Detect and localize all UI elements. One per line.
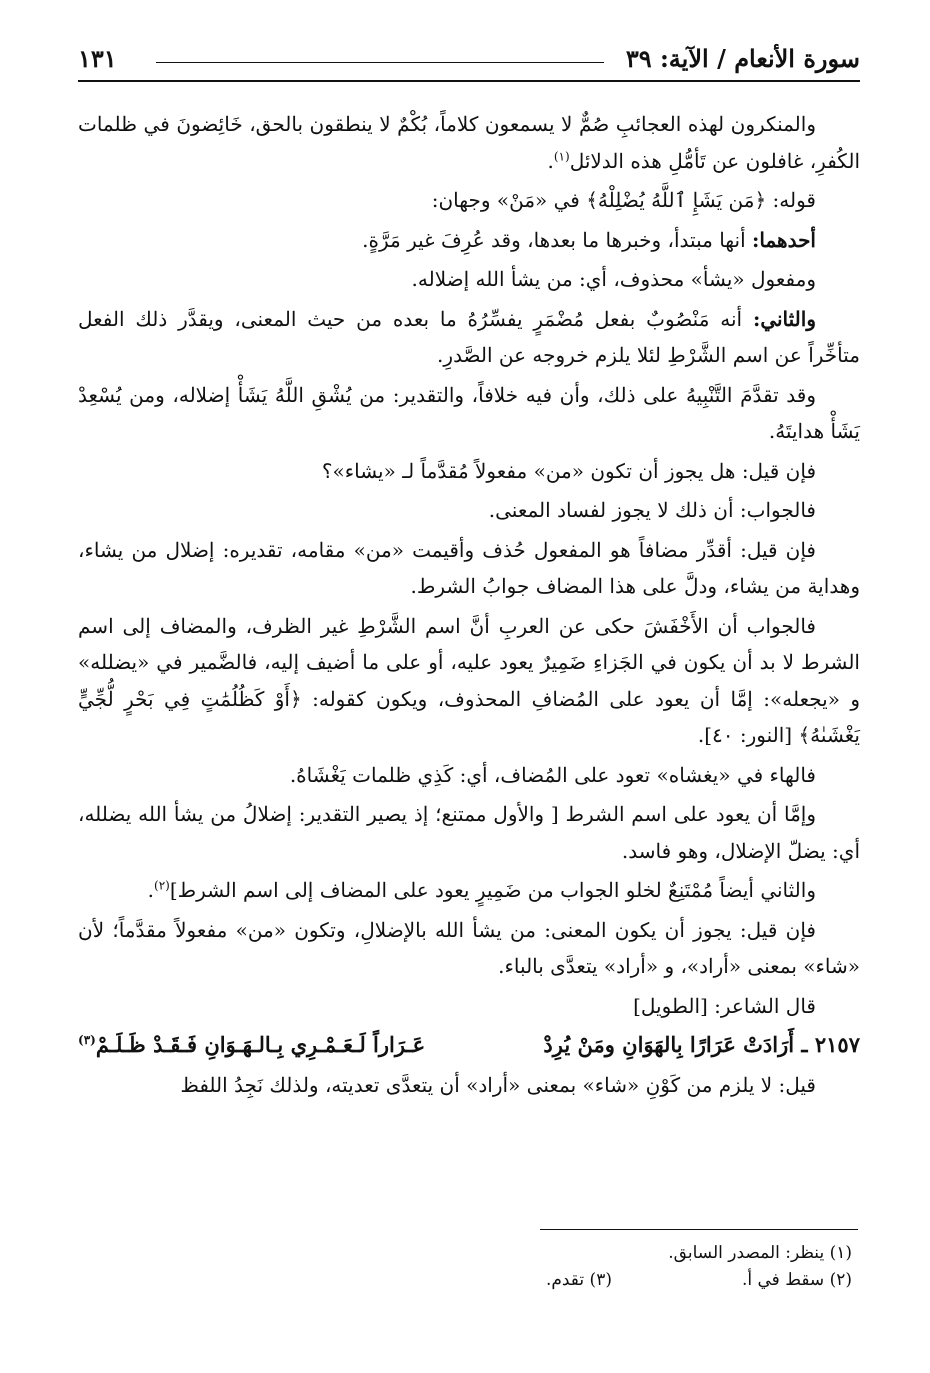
paragraph-text: أنها مبتدأ، وخبرها ما بعدها، وقد عُرِفَ غير مَرَّةٍ. bbox=[362, 227, 752, 252]
paragraph bbox=[78, 301, 860, 374]
footnote-separator bbox=[540, 1229, 858, 1230]
paragraph-text: والمنكرون لهذه العجائبِ صُمٌّ لا يسمعون كلاماً، بُكْمٌ لا ينطقون بالحق، خَائِضونَ في ظلمات الكُفرِ، غافلون عن تَأمُّلِ هذه الدلائل bbox=[78, 112, 860, 173]
paragraph: قال الشاعر: [الطويل] bbox=[633, 993, 816, 1018]
paragraph bbox=[78, 222, 860, 259]
verse-first-text: أَرَادَتْ عَرَارًا بِالهَوَانِ ومَنْ يُرِدْ bbox=[543, 1032, 795, 1057]
paragraph: فالجواب أن الأَخْفَشَ حكى عن العربِ أنَّ اسم الشَّرْطِ غير الظرف، والمضاف إلى اسم الشرط لا بد أن يكون في الجَزاءِ ضَمِيرٌ يعود عليه، أو على ما أضيف إليه، فالضَّمير في «يضلله» و «يجعله»: إمَّا أن يعود على المُضافِ المحذوف، ويكون كقوله: ﴿أَوْ كَظُلُمَٰتٍ فِي بَحْرٍ لُّجِّيٍّ يَغْشَىٰهُ﴾ [النور: ٤٠]. bbox=[78, 613, 860, 747]
paragraph: فإن قيل: يجوز أن يكون المعنى: من يشأ الله بالإضلالِ، وتكون «من» مفعولاً مقدَّماً؛ لأن «شاء» بمعنى «أراد»، و «أراد» يتعدَّى بالباء. bbox=[78, 917, 860, 978]
paragraph-end: . bbox=[147, 878, 155, 902]
verse-second-text: عَـرَاراً لَـعَـمْـرِي بِـالـهَـوَانِ فَـقَـدْ ظَـلَـمْ bbox=[95, 1032, 426, 1057]
footnote bbox=[78, 1267, 860, 1294]
footnote-ref: (١) bbox=[553, 148, 570, 163]
footnote: (١) ينظر: المصدر السابق. bbox=[668, 1243, 852, 1263]
header-rule bbox=[156, 62, 604, 63]
header-title: سورة الأنعام / الآية: ٣٩ bbox=[616, 44, 860, 73]
paragraph: ومفعول «يشأ» محذوف، أي: من يشأ الله إضلاله. bbox=[411, 267, 816, 291]
bold-heading: أحدهما: bbox=[751, 227, 816, 252]
paragraph: فإن قيل: هل يجوز أن تكون «من» مفعولاً مُقدَّماً لـ «يشاء»؟ bbox=[321, 458, 816, 483]
paragraph-text: أنه مَنْصُوبٌ بفعل مُضْمَرٍ يفسِّرُهُ ما بعده من حيث المعنى، ويقدَّر ذلك الفعل متأخِّراً عن اسم الشَّرْطِ لئلا يلزم خروجه عن الصَّدرِ. bbox=[78, 306, 860, 367]
paragraph-end: . bbox=[547, 148, 554, 173]
paragraph bbox=[78, 106, 860, 179]
footnote-text: (٢) سقط في أ. bbox=[741, 1270, 852, 1290]
verse-second-hemistich bbox=[78, 1027, 425, 1064]
verse-number: ٢١٥٧ ـ bbox=[801, 1032, 860, 1057]
bold-heading: والثاني: bbox=[752, 306, 816, 331]
verse-first-hemistich bbox=[543, 1027, 860, 1064]
main-text bbox=[78, 106, 860, 1106]
paragraph-text: والثاني أيضاً مُمْتَنِعٌ لخلو الجواب من ضَمِيرٍ يعود على المضاف إلى اسم الشرط] bbox=[169, 878, 816, 902]
paragraph: فإن قيل: أقدِّر مضافاً هو المفعول حُذف وأقيمت «من» مقامه، تقديره: إضلال من يشاء، وهداية من يشاء، ودلَّ على هذا المضاف جوابُ الشرط. bbox=[78, 537, 860, 598]
paragraph bbox=[78, 872, 860, 909]
paragraph: فالهاء في «يغشاه» تعود على المُضاف، أي: كَذِي ظلمات يَغْشَاهُ. bbox=[289, 762, 816, 787]
poetry-verse bbox=[78, 1027, 860, 1064]
paragraph: وإمَّا أن يعود على اسم الشرط [ والأول ممتنع؛ إذ يصير التقدير: إضلالُ من يشأ الله يضلله، أي: يضلّ الإضلال، وهو فاسد. bbox=[78, 802, 860, 863]
footnote-text: (٣) تقدم. bbox=[545, 1270, 612, 1290]
running-header bbox=[78, 38, 860, 82]
footnotes bbox=[78, 1240, 860, 1294]
footnote-ref: (٢) bbox=[154, 878, 170, 893]
paragraph: فالجواب: أن ذلك لا يجوز لفساد المعنى. bbox=[488, 498, 816, 522]
footnote-ref: (٣) bbox=[78, 1033, 96, 1047]
paragraph: قوله: ﴿مَن يَشَإِ ٱللَّهُ يُضْلِلْهُ﴾ في «مَنْ» وجهان: bbox=[431, 188, 816, 212]
paragraph: وقد تقدَّمَ التَّنْبِيهُ على ذلك، وأن فيه خلافاً، والتقدير: من يُشْقِ اللَّهُ يَشَأْ إضلاله، ومن يُسْعِدْ يَشَأْ هدايتَهُ. bbox=[78, 382, 860, 443]
page-number: ١٣١ bbox=[78, 44, 127, 73]
paragraph: قيل: لا يلزم من كَوْنِ «شاء» بمعنى «أراد» أن يتعدَّى تعديته، ولذلك نَجِدُ اللفظ bbox=[180, 1072, 816, 1097]
